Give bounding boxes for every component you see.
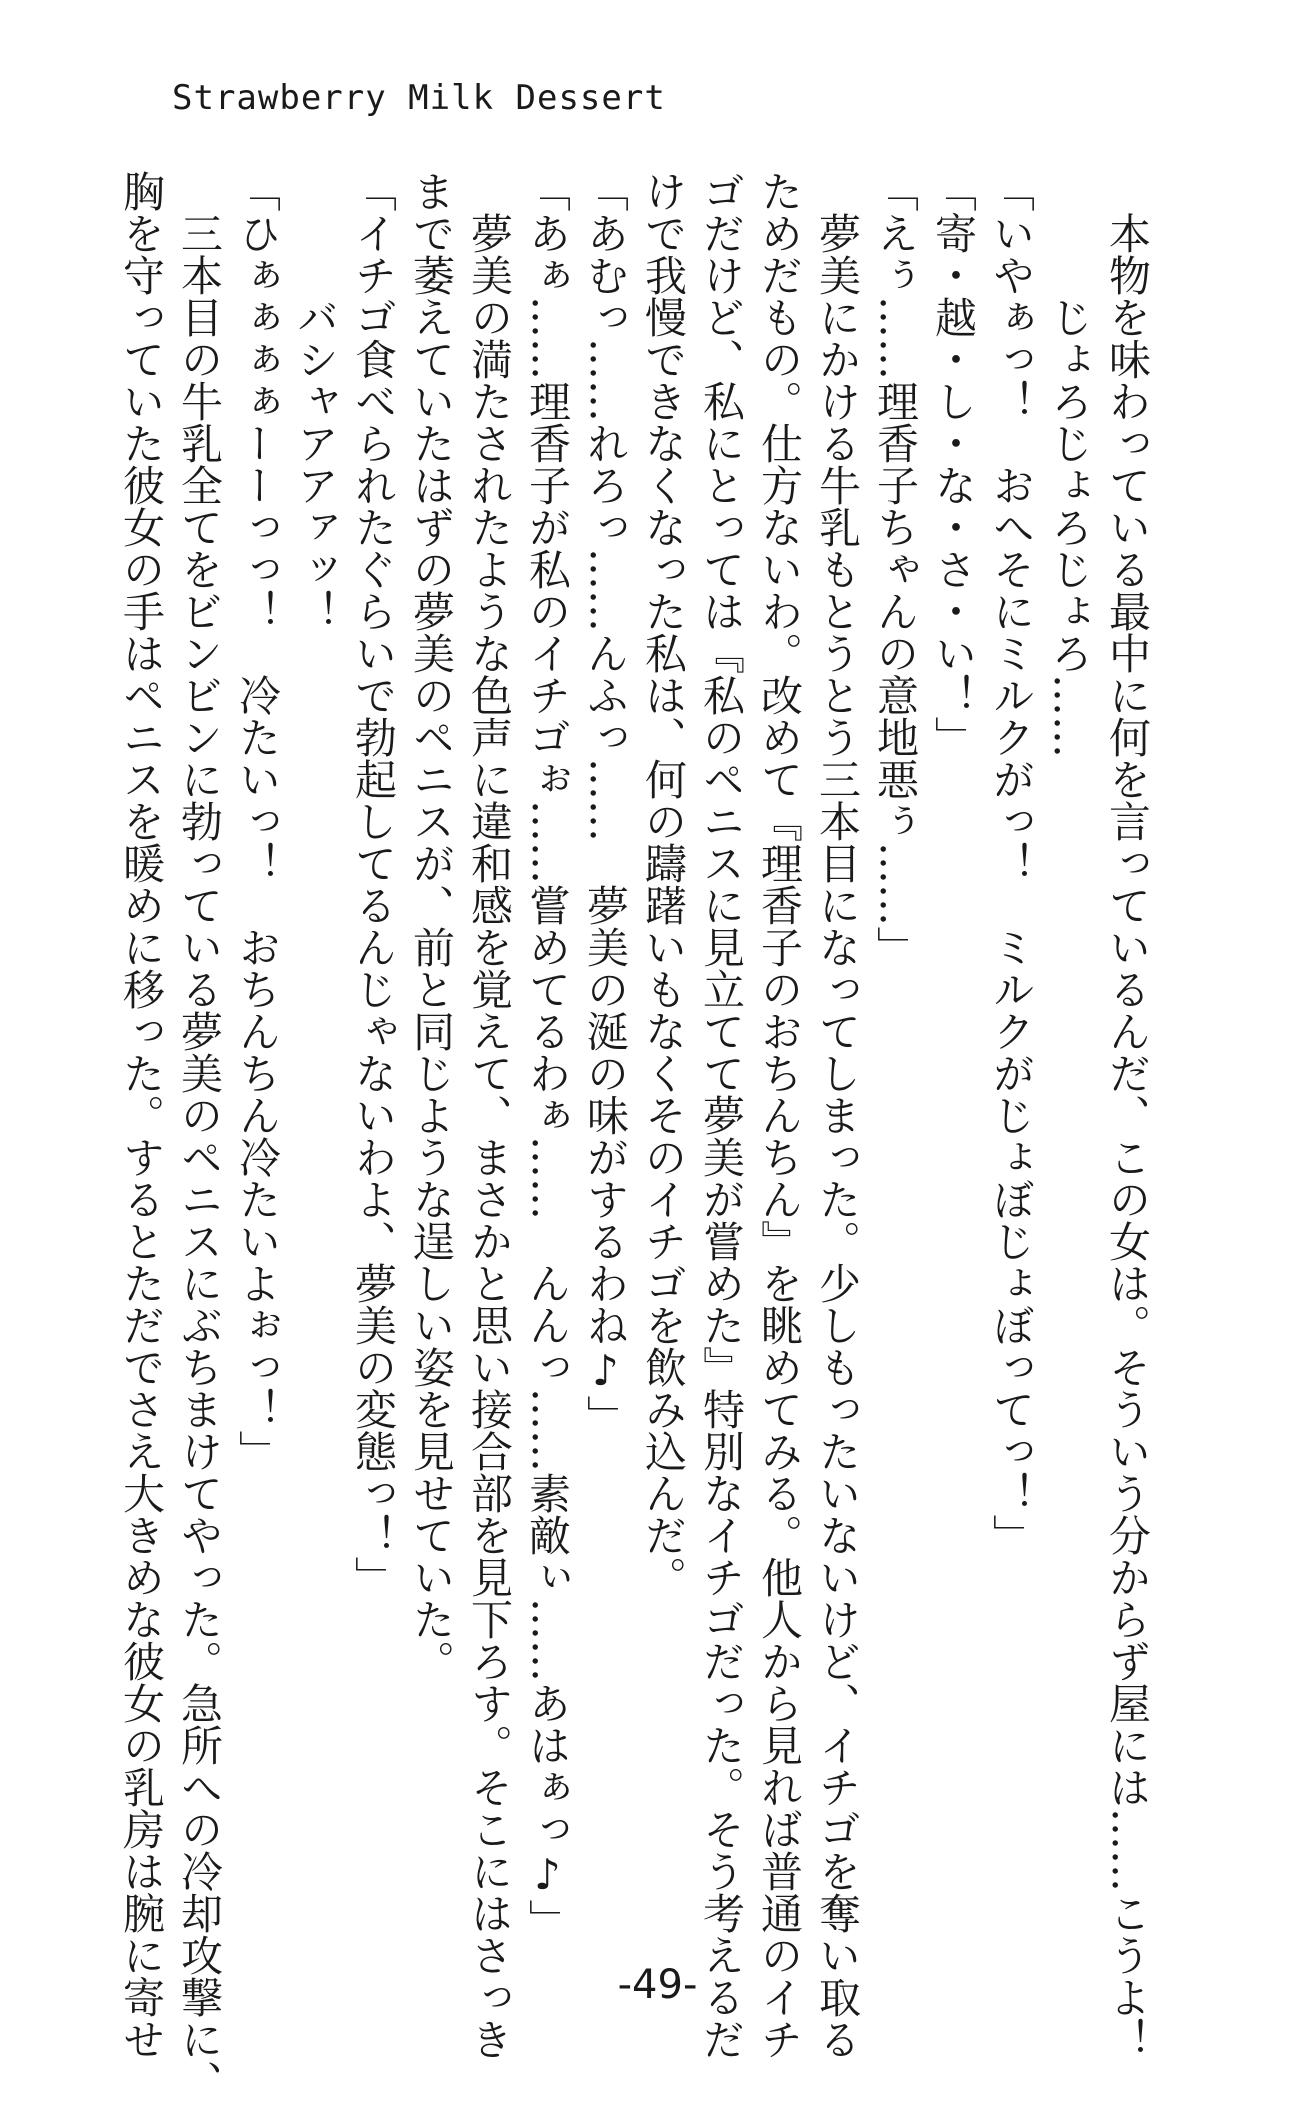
text-line: 「いやぁっ！ おへそにミルクがっ！ ミルクがじょぼじょぼってっ！」 (987, 170, 1036, 1556)
text-line: 夢美にかける牛乳もとうとう三本目になってしまった。少しもったいないけど、イチゴを奪い取る (813, 212, 862, 2060)
text-line: じょろじょろじょろ…… (1045, 296, 1094, 758)
page-number: -49- (617, 1962, 698, 2008)
text-line: 「えぅ……理香子ちゃんの意地悪ぅ……」 (871, 170, 920, 968)
text-line: 三本目の牛乳全てをビンビンに勃っている夢美のペニスにぶちまけてやった。急所への冷却攻撃に、 (175, 212, 224, 2102)
text-line: 夢美の満たされたような色声に違和感を覚えて、まさかと思い接合部を見下ろす。そこにはさっき (465, 212, 514, 2060)
text-line: けで我慢できなくなった私は、何の躊躇いもなくそのイチゴを飲み込んだ。 (639, 170, 688, 1598)
running-header: Strawberry Milk Dessert (172, 78, 666, 118)
text-line: 本物を味わっている最中に何を言っているんだ、この女は。そういう分からず屋には……こうよ！ (1103, 212, 1152, 2060)
text-line: ゴだけど、私にとっては『私のペニスに見立てて夢美が嘗めた』特別なイチゴだった。そう考えるだ (697, 170, 746, 2060)
text-line: 「寄・越・し・な・さ・い！」 (929, 170, 978, 758)
text-line: まで萎えていたはずの夢美のペニスが、前と同じような逞しい姿を見せていた。 (407, 170, 456, 1682)
text-line: 胸を守っていた彼女の手はペニスを暖めに移った。するとただでさえ大きめな彼女の乳房は腕に寄せ (117, 170, 166, 2060)
text-line: 「あむっ……れろっ……んふっ…… 夢美の涎の味がするわね♪」 (581, 170, 630, 1437)
text-line: ためだもの。仕方ないわ。改めて『理香子のおちんちん』を眺めてみる。他人から見れば普通のイチ (755, 170, 804, 2060)
text-line: 「イチゴ食べられたぐらいで勃起してるんじゃないわよ、夢美の変態っ！」 (349, 170, 398, 1598)
text-line: バシャアアァッ！ (291, 296, 340, 632)
text-line: 「あぁ……理香子が私のイチゴぉ……嘗めてるわぁ…… んんっ……素敵ぃ……あはぁっ♪」 (523, 170, 572, 1941)
text-line: 「ひぁぁぁぁーーっっ！ 冷たいっ！ おちんちん冷たいよぉっ！」 (233, 170, 282, 1472)
